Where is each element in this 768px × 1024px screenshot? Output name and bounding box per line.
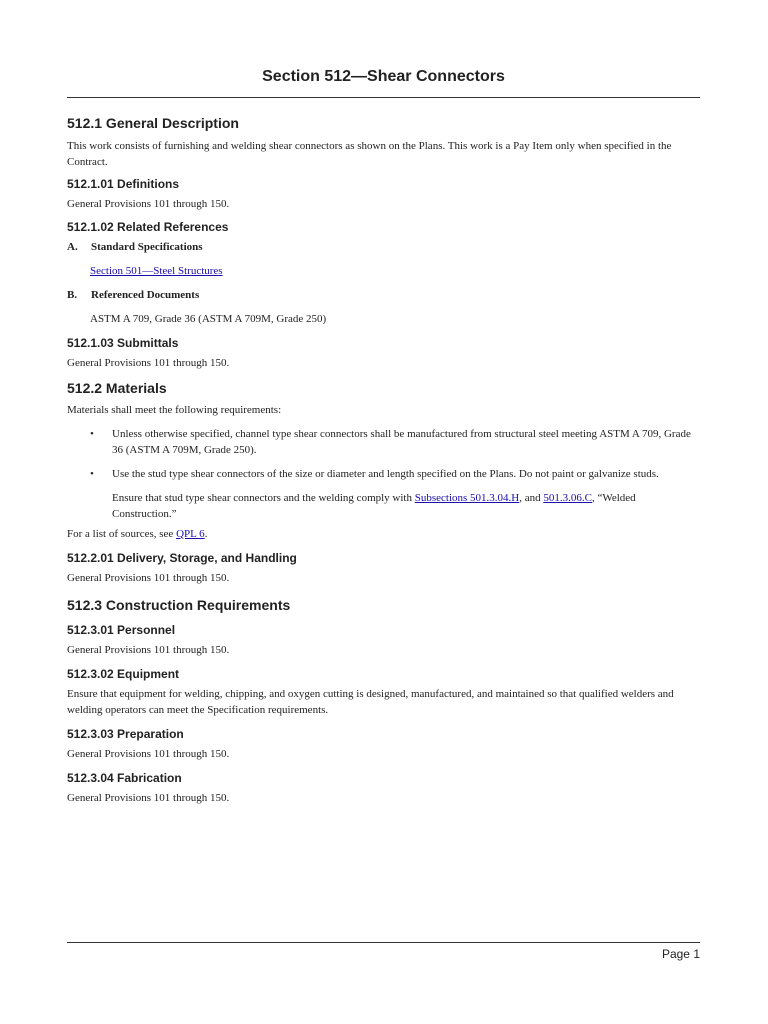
general-description-text: This work consists of furnishing and welding shear connectors as shown on the Plans. This work is a Pay Item only when specified in the Contract. (67, 140, 672, 168)
list-label: Standard Specifications (91, 241, 203, 253)
bullet-icon: • (90, 468, 94, 480)
heading-512-3-01: 512.3.01 Personnel (67, 623, 176, 637)
heading-512-1: 512.1 General Description (67, 115, 239, 131)
subsections-501-3-04-h-link[interactable]: Subsections 501.3.04.H (414, 492, 520, 504)
heading-512-2: 512.2 Materials (67, 380, 167, 396)
bullet-icon: • (90, 428, 94, 440)
standard-specifications-item (67, 263, 700, 279)
list-item-text: Unless otherwise specified, channel type shear connectors shall be manufactured from structural steel meeting ASTM A 709, Grade 36 (ASTM A 709M, Grade 250). (112, 428, 691, 456)
heading-512-3: 512.3 Construction Requirements (67, 597, 291, 613)
list-label: Referenced Documents (91, 289, 200, 301)
heading-512-1-02: 512.1.02 Related References (67, 220, 229, 234)
sources-suffix: . (204, 528, 208, 540)
preparation-text: General Provisions 101 through 150. (67, 748, 230, 760)
personnel-text: General Provisions 101 through 150. (67, 644, 230, 656)
list-item (67, 466, 700, 482)
qpl-6-link[interactable]: QPL 6 (176, 528, 205, 540)
sources-text (67, 526, 700, 542)
note-text: , and (519, 492, 544, 504)
document-page (67, 0, 700, 1024)
equipment-text: Ensure that equipment for welding, chipping, and oxygen cutting is designed, manufactured, and maintained so that qualified welders and welding operators can meet the Specification requirements. (67, 688, 674, 716)
document-body (67, 112, 700, 806)
definitions-text: General Provisions 101 through 150. (67, 198, 230, 210)
list-item (67, 426, 700, 458)
subsection-501-3-06-c-link[interactable]: 501.3.06.C (543, 492, 592, 504)
page-title: Section 512—Shear Connectors (262, 68, 505, 85)
referenced-documents-text: ASTM A 709, Grade 36 (ASTM A 709M, Grade 250) (90, 313, 327, 325)
footer-divider (67, 942, 700, 943)
referenced-documents-label (67, 287, 700, 303)
title-divider (67, 97, 700, 98)
materials-list (67, 426, 700, 482)
note-text: Ensure that stud type shear connectors and the welding comply with (112, 492, 415, 504)
standard-specifications-label (67, 239, 700, 255)
note-text: , “Welded Construction.” (112, 492, 636, 520)
welding-compliance-note (67, 490, 700, 522)
heading-512-1-01: 512.1.01 Definitions (67, 177, 180, 191)
heading-512-1-03: 512.1.03 Submittals (67, 336, 179, 350)
submittals-text: General Provisions 101 through 150. (67, 357, 230, 369)
list-letter: A. (67, 241, 78, 253)
sources-prefix: For a list of sources, see (67, 528, 177, 540)
heading-512-3-04: 512.3.04 Fabrication (67, 771, 182, 785)
list-letter: B. (67, 289, 78, 301)
fabrication-text: General Provisions 101 through 150. (67, 792, 230, 804)
heading-512-2-01: 512.2.01 Delivery, Storage, and Handling (67, 551, 297, 565)
heading-512-3-02: 512.3.02 Equipment (67, 667, 180, 681)
heading-512-3-03: 512.3.03 Preparation (67, 727, 184, 741)
materials-intro: Materials shall meet the following requirements: (67, 404, 282, 416)
list-item-text: Use the stud type shear connectors of the size or diameter and length specified on the Plans. Do not paint or galvanize studs. (112, 468, 659, 480)
section-501-link[interactable]: Section 501—Steel Structures (90, 265, 223, 277)
page-number: Page 1 (661, 947, 700, 961)
delivery-text: General Provisions 101 through 150. (67, 572, 230, 584)
